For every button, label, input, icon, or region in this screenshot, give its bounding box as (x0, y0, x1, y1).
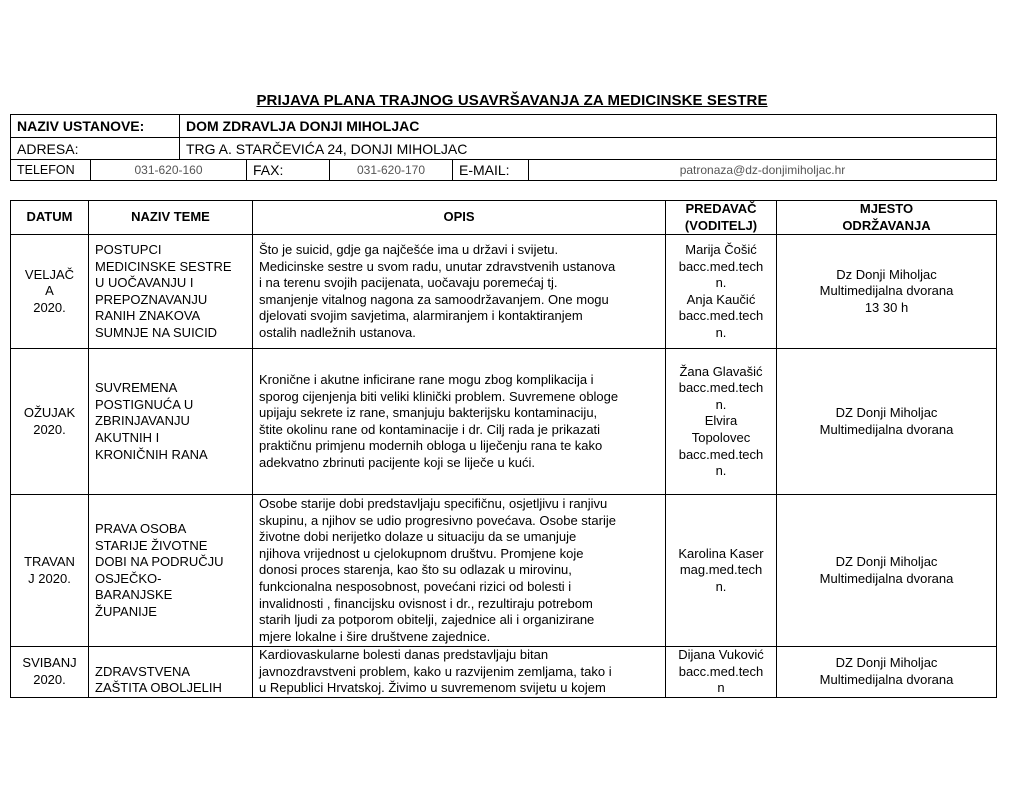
description-cell (253, 349, 666, 495)
location-cell (777, 349, 997, 495)
cell-text-line: Žana Glavašić (679, 363, 763, 379)
cell-text-line: adekvatno zbrinuti pacijente koji se liječe u kući. (259, 454, 536, 470)
cell-text-line: invalidnosti , financijsku ovisnost i dr., rezultiraju potrebom (259, 595, 593, 611)
address-value: TRG A. STARČEVIĆA 24, DONJI MIHOLJAC (180, 138, 997, 160)
cell-text-line: Kronične i akutne inficirane rane mogu zbog komplikacija i (259, 371, 594, 387)
cell-text-line: n. (715, 578, 727, 594)
cell-text-line: SUVREMENA (95, 380, 178, 396)
cell-text-line: Medicinske sestre u svom radu, unutar zdravstvenih ustanova (259, 258, 616, 274)
cell-text-line: ostalih nadležnih ustanova. (259, 324, 416, 340)
cell-text-line: n (717, 680, 725, 696)
header-lecturer (666, 201, 777, 235)
table-row (11, 647, 997, 698)
header-lecturer-line: (VODITELJ) (684, 217, 758, 233)
date-cell (11, 349, 89, 495)
cell-text-line: ZBRINJAVANJU (95, 413, 190, 429)
location-cell (777, 647, 997, 698)
cell-text-line: n. (715, 324, 727, 340)
institution-name-value: DOM ZDRAVLJA DONJI MIHOLJAC (180, 115, 997, 138)
cell-text-line: AKUTNIH I (95, 429, 160, 445)
cell-text-line: starih ljudi za potporom obitelji, zajednice ali i organizirane (259, 612, 595, 628)
lecturer-cell (666, 647, 777, 698)
cell-text-line: POSTUPCI (95, 241, 162, 257)
location-cell (777, 235, 997, 349)
date-cell (11, 495, 89, 647)
header-location (777, 201, 997, 235)
institution-name-label: NAZIV USTANOVE: (11, 115, 180, 138)
cell-text-line: sporog cijenjenja biti veliki klinički problem. Suvremene obloge (259, 388, 619, 404)
cell-text-line: PREPOZNAVANJU (95, 291, 208, 307)
cell-text-line: smanjenje vitalnog nagona za samoodržavanjem. One mogu (259, 291, 609, 307)
description-cell (253, 495, 666, 647)
cell-text-line: n. (715, 463, 727, 479)
cell-text-line: Multimedijalna dvorana (819, 283, 954, 299)
lecturer-cell (666, 495, 777, 647)
cell-text-line: Što je suicid, gdje ga najčešće ima u državi i svijetu. (259, 241, 559, 257)
cell-text-line: upijaju sekrete iz rane, smanjuju bakterijsku kontaminaciju, (259, 405, 598, 421)
cell-text-line: MEDICINSKE SESTRE (95, 258, 232, 274)
cell-text-line: DZ Donji Miholjac (835, 554, 938, 570)
email-label: E-MAIL: (453, 160, 529, 181)
cell-text-line: njihova vrijednost u cjelokupnom društvu. Promjene koje (259, 545, 584, 561)
cell-text-line: TRAVAN (24, 554, 75, 570)
phone-value: 031-620-160 (91, 160, 247, 181)
cell-text-line: Dz Donji Miholjac (836, 266, 937, 282)
cell-text-line: VELJAČ (24, 266, 75, 282)
date-cell (11, 235, 89, 349)
cell-text-line: POSTIGNUĆA U (95, 396, 194, 412)
cell-text-line: funkcionalna nesposobnost, povećani rizici od bolesti i (259, 578, 572, 594)
cell-text-line: štite okolinu rane od kontaminacije i dr. Cilj rada je prikazati (259, 421, 601, 437)
cell-text-line: bacc.med.tech (678, 663, 764, 679)
description-cell (253, 235, 666, 349)
topic-cell (89, 647, 253, 698)
cell-text-line: Anja Kaučić (686, 291, 756, 307)
cell-text-line: KRONIČNIH RANA (95, 446, 208, 462)
cell-text-line: Multimedijalna dvorana (819, 672, 954, 688)
cell-text-line: Dijana Vuković (678, 647, 764, 663)
lecturer-cell (666, 235, 777, 349)
cell-text-line: n. (715, 396, 727, 412)
topic-cell (89, 235, 253, 349)
cell-text-line: RANIH ZNAKOVA (95, 308, 201, 324)
cell-text-line: u Republici Hrvatskoj. Živimo u suvremenom svijetu u kojem (259, 680, 606, 696)
date-cell (11, 647, 89, 698)
cell-text-line: OŽUJAK (23, 405, 76, 421)
cell-text-line: 2020. (33, 421, 66, 437)
cell-text-line: 2020. (33, 672, 66, 688)
cell-text-line: ZDRAVSTVENA (95, 663, 191, 679)
address-label: ADRESA: (11, 138, 180, 160)
topic-cell (89, 495, 253, 647)
cell-text-line: mag.med.tech (679, 562, 763, 578)
table-row (11, 349, 997, 495)
header-topic: NAZIV TEME (89, 201, 253, 235)
topic-cell (89, 349, 253, 495)
cell-text-line: STARIJE ŽIVOTNE (95, 537, 208, 553)
cell-text-line: n. (715, 275, 727, 291)
training-plan-table (10, 200, 997, 698)
cell-text-line: praktičnu primjenu modernih obloga u liječenju rana te kako (259, 438, 603, 454)
institution-info-table (10, 114, 997, 181)
cell-text-line: Marija Čošić (685, 241, 757, 257)
cell-text-line: OSJEČKO- (95, 570, 162, 586)
cell-text-line: DOBI NA PODRUČJU (95, 554, 224, 570)
cell-text-line: Osobe starije dobi predstavljaju specifičnu, osjetljivu i ranjivu (259, 496, 608, 512)
cell-text-line: A (45, 283, 54, 299)
table-row (11, 495, 997, 647)
cell-text-line: 13 30 h (864, 299, 909, 315)
cell-text-line: skupinu, a njihov se udio progresivno povećava. Osobe starije (259, 512, 616, 528)
cell-text-line: Multimedijalna dvorana (819, 570, 954, 586)
email-value: patronaza@dz-donjimiholjac.hr (529, 160, 997, 181)
document-title: PRIJAVA PLANA TRAJNOG USAVRŠAVANJA ZA MEDICINSKE SESTRE (256, 92, 768, 109)
phone-label: TELEFON (11, 160, 91, 181)
header-description: OPIS (253, 201, 666, 235)
cell-text-line: donosi proces starenja, kao što su odlazak u mirovinu, (259, 562, 572, 578)
header-location-line: ODRŽAVANJA (842, 217, 931, 233)
cell-text-line: DZ Donji Miholjac (835, 405, 938, 421)
cell-text-line: bacc.med.tech (678, 308, 764, 324)
cell-text-line: J 2020. (28, 570, 71, 586)
location-cell (777, 495, 997, 647)
table-row (11, 235, 997, 349)
header-lecturer-line: PREDAVAČ (685, 201, 757, 216)
cell-text-line: mjere lokalne i šire društvene zajednice. (259, 628, 491, 644)
lecturer-cell (666, 349, 777, 495)
cell-text-line: SUMNJE NA SUICID (95, 324, 218, 340)
cell-text-line: Karolina Kaser (678, 545, 764, 561)
header-location-line: MJESTO (859, 201, 914, 216)
cell-text-line: 2020. (33, 299, 66, 315)
cell-text-line: U UOČAVANJU I (95, 275, 194, 291)
cell-text-line: SVIBANJ (22, 655, 77, 671)
cell-text-line: DZ Donji Miholjac (835, 655, 938, 671)
cell-text-line: Multimedijalna dvorana (819, 421, 954, 437)
cell-text-line: ŽUPANIJE (95, 603, 157, 619)
cell-text-line: PRAVA OSOBA (95, 520, 187, 536)
cell-text-line: Topolovec (691, 429, 751, 445)
cell-text-line: bacc.med.tech (678, 446, 764, 462)
cell-text-line: bacc.med.tech (678, 380, 764, 396)
cell-text-line: djelovati svojim savjetima, alarmiranjem i kontaktiranjem (259, 308, 583, 324)
header-date: DATUM (11, 201, 89, 235)
cell-text-line: ZAŠTITA OBOLJELIH (95, 680, 222, 696)
cell-text-line: BARANJSKE (95, 587, 173, 603)
description-cell (253, 647, 666, 698)
fax-value: 031-620-170 (330, 160, 453, 181)
cell-text-line: i na terenu svojih pacijenata, uočavaju poremećaj tj. (259, 275, 558, 291)
fax-label: FAX: (247, 160, 330, 181)
cell-text-line: bacc.med.tech (678, 258, 764, 274)
cell-text-line: Elvira (704, 413, 738, 429)
cell-text-line: Kardiovaskularne bolesti danas predstavljaju bitan (259, 647, 549, 663)
cell-text-line: javnozdravstveni problem, kako u razvijenim zemljama, tako i (259, 663, 612, 679)
cell-text-line: životne dobi nerijetko dolaze u situaciju da se umanjuje (259, 529, 577, 545)
